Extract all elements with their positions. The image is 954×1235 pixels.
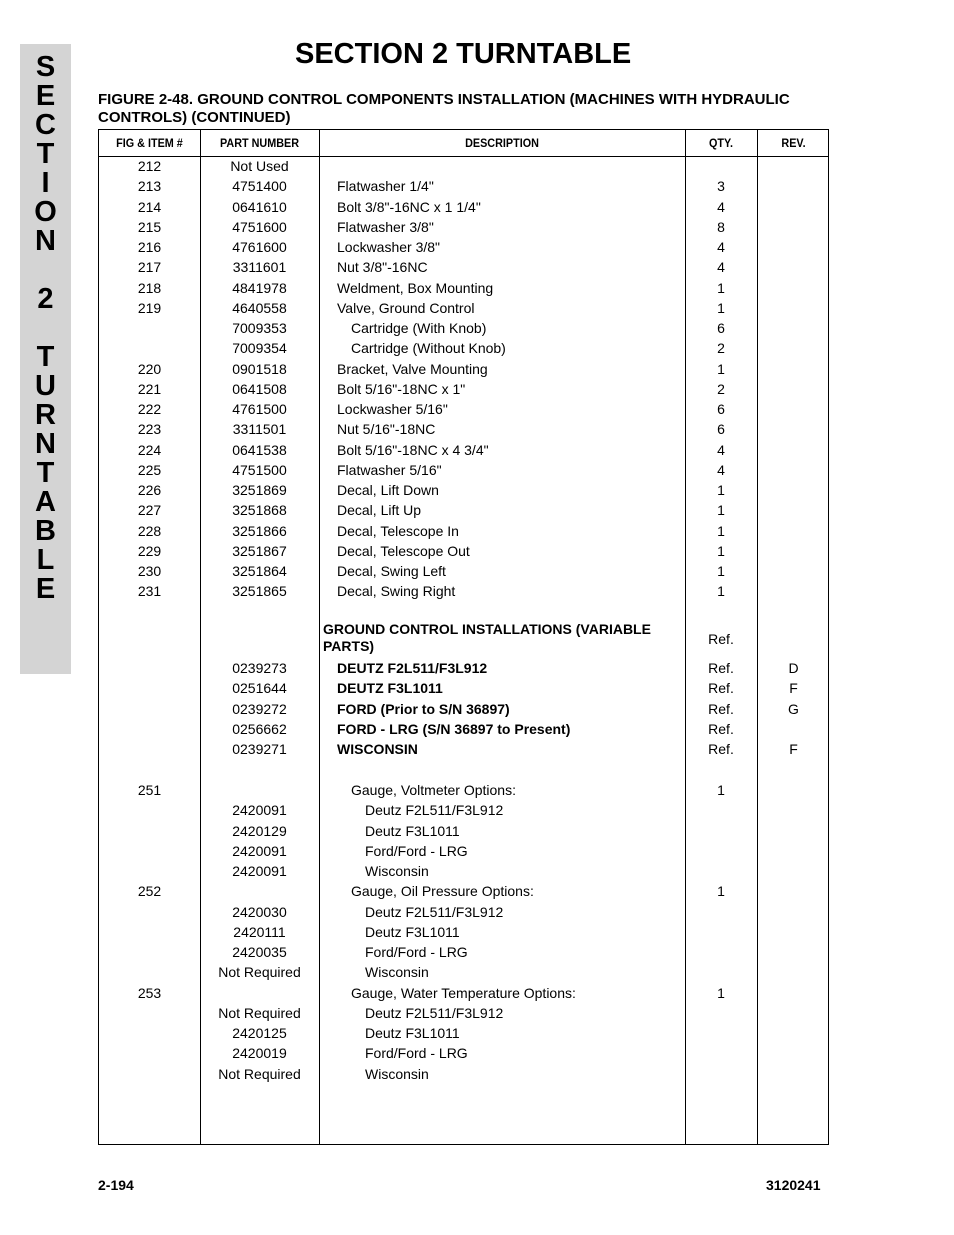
table-row: [99, 902, 828, 922]
qty-cell: 1: [717, 360, 725, 377]
side-tab-letter: E: [35, 573, 56, 605]
parts-table: [98, 129, 829, 1145]
part-number-cell: 2420129: [232, 822, 287, 839]
part-number-cell: 3251868: [232, 502, 287, 519]
description-cell: Ford/Ford - LRG: [365, 842, 468, 859]
part-number-cell: 3251866: [232, 522, 287, 539]
part-number-cell: 2420030: [232, 903, 287, 920]
description-cell: Gauge, Oil Pressure Options:: [351, 883, 534, 900]
description-cell: Cartridge (With Knob): [351, 320, 487, 336]
description-cell: DEUTZ F3L1011: [337, 680, 443, 697]
table-row: [99, 399, 828, 419]
fig-item-cell: 222: [137, 401, 162, 417]
description-cell: Decal, Swing Right: [337, 583, 456, 600]
table-row: [99, 1064, 828, 1084]
part-number-cell: 0641508: [232, 380, 287, 397]
side-tab-letter: 2: [37, 283, 54, 315]
table-row: [99, 581, 828, 601]
group-qty-cell: Ref.: [708, 631, 734, 647]
table-row: [99, 1003, 828, 1023]
table-row: [99, 521, 828, 541]
part-number-cell: Not Required: [218, 1065, 301, 1082]
table-row: [99, 561, 828, 581]
description-cell: Nut 5/16"-18NC: [337, 421, 436, 438]
table-row: [99, 156, 828, 176]
table-row: [99, 800, 828, 820]
part-number-cell: 3311501: [232, 421, 287, 438]
fig-item-cell: 225: [137, 461, 162, 478]
description-cell: WISCONSIN: [337, 741, 418, 757]
table-row: [99, 440, 828, 460]
part-number-cell: 0239272: [232, 700, 287, 717]
part-number-cell: 3251865: [232, 583, 287, 600]
side-tab-letter: A: [35, 486, 56, 518]
side-tab-letter: T: [36, 457, 55, 489]
description-cell: Deutz F2L511/F3L912: [365, 802, 504, 819]
description-cell: Cartridge (Without Knob): [351, 340, 506, 357]
fig-item-cell: 227: [137, 502, 162, 519]
description-cell: Gauge, Water Temperature Options:: [351, 984, 576, 1001]
table-row: [99, 217, 828, 237]
rev-cell: F: [789, 741, 798, 757]
qty-cell: 1: [717, 279, 725, 296]
header-qty: QTY.: [708, 136, 733, 150]
part-number-cell: 7009354: [232, 340, 287, 357]
fig-item-cell: 230: [137, 563, 162, 579]
part-number-cell: 2420111: [233, 923, 286, 940]
header-description: DESCRIPTION: [465, 136, 539, 150]
part-number-cell: 2420035: [232, 944, 287, 960]
description-cell: Decal, Lift Down: [337, 482, 439, 498]
fig-item-cell: 217: [137, 259, 162, 276]
table-row: [99, 460, 828, 480]
description-cell: DEUTZ F2L511/F3L912: [337, 660, 488, 676]
description-cell: Bolt 5/16"-18NC x 4 3/4": [337, 441, 489, 458]
table-row: [99, 699, 828, 719]
description-cell: Nut 3/8"-16NC: [337, 259, 428, 276]
qty-cell: 1: [717, 782, 725, 798]
qty-cell: 1: [717, 883, 725, 900]
fig-item-cell: 214: [137, 198, 162, 215]
table-row: [99, 719, 828, 739]
description-cell: Flatwasher 5/16": [337, 461, 442, 478]
description-cell: FORD - LRG (S/N 36897 to Present): [337, 720, 571, 737]
qty-cell: Ref.: [708, 700, 734, 717]
rev-cell: G: [788, 700, 799, 717]
qty-cell: 1: [717, 984, 725, 1001]
table-row: [99, 1043, 828, 1063]
table-row: [99, 541, 828, 561]
part-number-cell: 0239271: [232, 741, 287, 757]
qty-cell: 2: [717, 340, 725, 357]
qty-cell: 8: [717, 218, 725, 235]
part-number-cell: 4761500: [232, 401, 287, 417]
part-number-cell: 7009353: [232, 320, 287, 336]
description-cell: Deutz F3L1011: [365, 822, 460, 839]
qty-cell: 1: [717, 482, 725, 498]
fig-item-cell: 228: [137, 522, 162, 539]
qty-cell: 4: [717, 441, 725, 458]
qty-cell: 1: [717, 542, 725, 559]
part-number-cell: 2420125: [232, 1025, 287, 1041]
header-fig-item: FIG & ITEM #: [116, 136, 183, 150]
table-row: [99, 318, 828, 338]
description-cell: Deutz F2L511/F3L912: [365, 903, 504, 920]
table-row: [99, 237, 828, 257]
qty-cell: 1: [717, 522, 725, 539]
description-cell: Deutz F3L1011: [365, 1025, 460, 1041]
description-cell: Bolt 5/16"-18NC x 1": [337, 380, 466, 397]
part-number-cell: 4751500: [232, 461, 287, 478]
qty-cell: 4: [717, 239, 725, 255]
qty-cell: 6: [717, 401, 725, 417]
header-part-number: PART NUMBER: [219, 136, 300, 150]
fig-item-cell: 216: [137, 239, 162, 255]
qty-cell: 3: [717, 178, 725, 195]
side-tab-letter: L: [36, 544, 55, 576]
qty-cell: 1: [717, 299, 725, 316]
description-cell: Deutz F3L1011: [365, 923, 460, 940]
rev-cell: D: [788, 660, 799, 676]
side-tab-letter: E: [35, 80, 56, 112]
description-cell: Ford/Ford - LRG: [365, 1045, 468, 1062]
part-number-cell: 4761600: [232, 239, 287, 255]
fig-item-cell: 220: [137, 360, 162, 377]
fig-item-cell: 224: [137, 441, 162, 458]
description-cell: Flatwasher 3/8": [337, 218, 434, 235]
table-row: [99, 1023, 828, 1043]
description-cell: Lockwasher 5/16": [337, 401, 448, 417]
fig-item-cell: 219: [137, 299, 162, 316]
figure-title: FIGURE 2-48. GROUND CONTROL COMPONENTS INSTALLATION (MACHINES WITH HYDRAULIC CONTROLS) (CONTINUED): [98, 91, 790, 126]
qty-cell: 1: [717, 502, 725, 519]
group-heading: GROUND CONTROL INSTALLATIONS (VARIABLE PARTS): [323, 621, 651, 654]
table-row: [99, 197, 828, 217]
header-rev: REV.: [781, 136, 806, 150]
fig-item-cell: 223: [137, 421, 162, 438]
description-cell: Bolt 3/8"-16NC x 1 1/4": [337, 198, 481, 215]
table-row: [99, 379, 828, 399]
side-tab-letter: S: [35, 51, 56, 83]
side-tab-letter: O: [34, 196, 57, 228]
part-number-cell: Not Required: [218, 1004, 301, 1021]
qty-cell: 2: [717, 380, 725, 397]
table-row: [99, 338, 828, 358]
fig-item-cell: 253: [137, 984, 162, 1001]
qty-cell: Ref.: [708, 741, 734, 757]
part-number-cell: 0641538: [232, 441, 287, 458]
side-tab-letter: C: [35, 109, 56, 141]
part-number-cell: 0256662: [232, 720, 287, 737]
table-row: [99, 298, 828, 318]
side-tab-letter: N: [35, 428, 56, 460]
table-row: [99, 821, 828, 841]
table-row: [99, 922, 828, 942]
table-row: [99, 359, 828, 379]
table-row: [99, 257, 828, 277]
part-number-cell: 0251644: [232, 680, 287, 697]
part-number-cell: Not Used: [230, 158, 289, 174]
part-number-cell: 2420091: [232, 802, 287, 819]
side-tab-letter: T: [36, 138, 55, 170]
fig-item-cell: 215: [137, 218, 162, 235]
table-row: [99, 841, 828, 861]
table-row: [99, 861, 828, 881]
side-tab-letter: U: [35, 370, 56, 402]
part-number-cell: 0239273: [232, 660, 287, 676]
description-cell: Wisconsin: [365, 1065, 429, 1082]
table-row: [99, 678, 828, 698]
table-row: [99, 500, 828, 520]
qty-cell: 1: [717, 563, 725, 579]
table-row: [99, 419, 828, 439]
description-cell: FORD (Prior to S/N 36897): [337, 700, 510, 717]
page-number: 2-194: [98, 1177, 134, 1193]
part-number-cell: 3251867: [232, 542, 287, 559]
qty-cell: 4: [717, 461, 725, 478]
qty-cell: Ref.: [708, 680, 734, 697]
part-number-cell: 3251869: [232, 482, 287, 498]
side-tab-letter: R: [35, 399, 56, 431]
part-number-cell: 4751600: [232, 218, 287, 235]
table-row: [99, 739, 828, 759]
qty-cell: 4: [717, 198, 725, 215]
table-row: [99, 480, 828, 500]
side-tab-letter: T: [36, 341, 55, 373]
table-row: [99, 278, 828, 298]
qty-cell: 4: [717, 259, 725, 276]
part-number-cell: 2420019: [232, 1045, 287, 1062]
description-cell: Weldment, Box Mounting: [337, 279, 494, 296]
part-number-cell: 2420091: [232, 842, 287, 859]
table-row: [99, 983, 828, 1003]
side-tab-letter: B: [35, 515, 56, 547]
description-cell: Decal, Swing Left: [337, 563, 446, 579]
table-row: [99, 176, 828, 196]
description-cell: Bracket, Valve Mounting: [337, 360, 488, 377]
fig-item-cell: 231: [137, 583, 162, 600]
description-cell: Decal, Telescope In: [337, 522, 459, 539]
fig-item-cell: 251: [137, 782, 162, 798]
part-number-cell: Not Required: [218, 964, 301, 981]
side-tab-letter: I: [41, 167, 50, 199]
document-number: 3120241: [766, 1177, 821, 1193]
table-row: [99, 942, 828, 962]
table-row: [99, 881, 828, 901]
description-cell: Flatwasher 1/4": [337, 178, 434, 195]
qty-cell: 6: [717, 320, 725, 336]
table-row: [99, 658, 828, 678]
qty-cell: Ref.: [708, 660, 734, 676]
qty-cell: Ref.: [708, 720, 734, 737]
part-number-cell: 0641610: [232, 198, 287, 215]
table-row: [99, 780, 828, 800]
fig-item-cell: 226: [137, 482, 162, 498]
description-cell: Wisconsin: [365, 863, 429, 879]
fig-item-cell: 229: [137, 542, 162, 559]
part-number-cell: 4841978: [232, 279, 287, 296]
fig-item-cell: 252: [137, 883, 162, 900]
part-number-cell: 4751400: [232, 178, 287, 195]
part-number-cell: 3251864: [232, 563, 287, 579]
description-cell: Valve, Ground Control: [337, 299, 475, 316]
rev-cell: F: [789, 680, 798, 697]
fig-item-cell: 221: [137, 380, 162, 397]
table-row: [99, 962, 828, 982]
description-cell: Ford/Ford - LRG: [365, 944, 468, 960]
part-number-cell: 0901518: [232, 360, 287, 377]
description-cell: Wisconsin: [365, 964, 429, 981]
description-cell: Decal, Telescope Out: [337, 542, 470, 559]
description-cell: Lockwasher 3/8": [337, 239, 441, 255]
description-cell: Gauge, Voltmeter Options:: [351, 782, 516, 798]
section-side-tab: [20, 44, 71, 674]
part-number-cell: 2420091: [232, 863, 287, 879]
part-number-cell: 4640558: [232, 299, 287, 316]
part-number-cell: 3311601: [232, 259, 287, 276]
section-title: SECTION 2 TURNTABLE: [295, 38, 632, 70]
description-cell: Deutz F2L511/F3L912: [365, 1004, 504, 1021]
fig-item-cell: 218: [137, 279, 162, 296]
qty-cell: 1: [717, 583, 725, 600]
side-tab-letter: N: [35, 225, 56, 257]
qty-cell: 6: [717, 421, 725, 438]
fig-item-cell: 212: [137, 158, 162, 174]
fig-item-cell: 213: [137, 178, 162, 195]
description-cell: Decal, Lift Up: [337, 502, 422, 519]
